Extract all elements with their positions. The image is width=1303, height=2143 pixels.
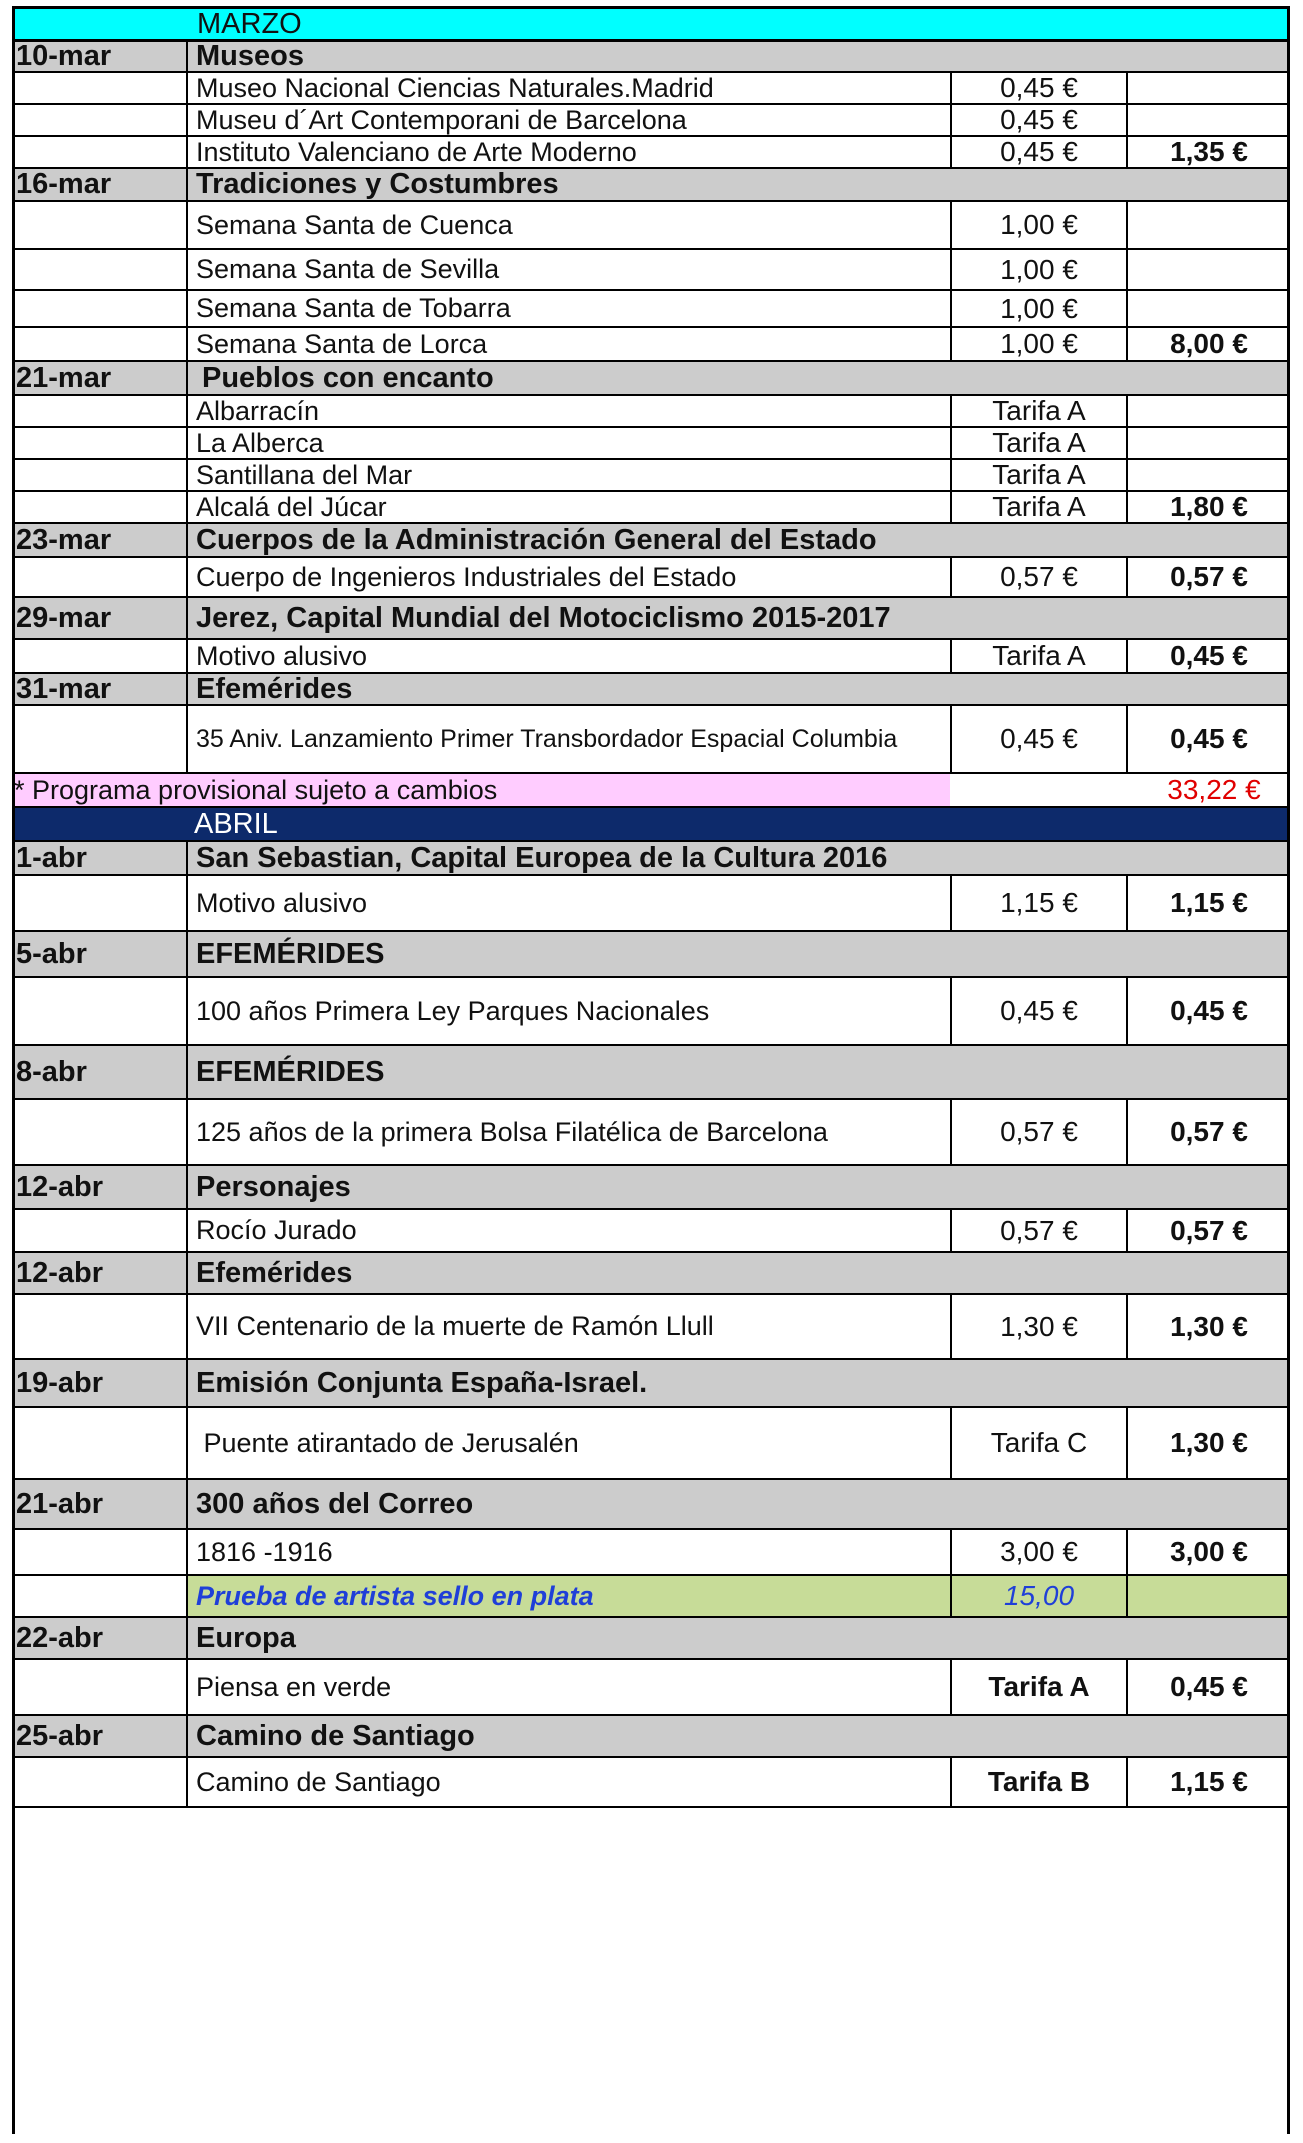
item-price: Tarifa C (950, 1408, 1126, 1478)
group-date: 22-abr (16, 1621, 104, 1654)
item-name: Piensa en verde (186, 1660, 950, 1714)
group-date: 21-mar (16, 362, 112, 394)
month-header-abril (12, 808, 1290, 842)
table-row (12, 492, 1290, 524)
table-row (12, 105, 1290, 137)
item-total (1126, 291, 1290, 326)
table-row (12, 428, 1290, 460)
group-title: Personajes (186, 1166, 950, 1208)
group-header (12, 1360, 1290, 1408)
group-header (12, 1046, 1290, 1100)
provisional-note: * Programa provisional sujeto a cambios (12, 774, 950, 806)
group-title: Efemérides (186, 674, 950, 704)
table-row (12, 396, 1290, 428)
group-header (12, 42, 1290, 73)
group-title: Cuerpos de la Administración General del Estado (186, 524, 950, 556)
table-row (12, 640, 1290, 674)
item-price: 0,45 € (950, 137, 1126, 167)
item-name: Semana Santa de Tobarra (186, 291, 950, 326)
item-price: 15,00 (950, 1576, 1126, 1616)
group-title: EFEMÉRIDES (186, 932, 950, 976)
item-name: La Alberca (186, 428, 950, 458)
item-total: 0,45 € (1126, 640, 1290, 672)
item-price: 1,30 € (950, 1295, 1126, 1358)
item-name: Rocío Jurado (186, 1210, 950, 1251)
group-date: 25-abr (16, 1719, 104, 1752)
item-name: 125 años de la primera Bolsa Filatélica de Barcelona (186, 1100, 950, 1164)
grand-total: 33,22 € (1167, 774, 1261, 805)
item-price: Tarifa A (950, 428, 1126, 458)
item-name: Semana Santa de Cuenca (186, 202, 950, 248)
table-row (12, 978, 1290, 1046)
group-title: San Sebastian, Capital Europea de la Cultura 2016 (186, 842, 950, 874)
item-price: Tarifa A (950, 492, 1126, 522)
table-row (12, 1295, 1290, 1360)
group-title: Museos (186, 42, 950, 71)
summary-row (12, 774, 1290, 808)
item-name: Semana Santa de Lorca (186, 328, 950, 360)
group-date: 5-abr (16, 937, 87, 970)
item-name: Museo Nacional Ciencias Naturales.Madrid (186, 73, 950, 103)
table-row (12, 1408, 1290, 1480)
item-name: Albarracín (186, 396, 950, 426)
item-name: Alcalá del Júcar (186, 492, 950, 522)
table-row (12, 137, 1290, 169)
group-header (12, 1166, 1290, 1210)
item-price: 0,45 € (950, 706, 1126, 772)
group-header (12, 169, 1290, 202)
group-date: 21-abr (16, 1487, 104, 1520)
table-row (12, 460, 1290, 492)
item-price: Tarifa A (950, 396, 1126, 426)
item-total (1126, 396, 1290, 426)
item-price: Tarifa A (950, 640, 1126, 672)
item-name: VII Centenario de la muerte de Ramón Llull (186, 1295, 950, 1358)
group-date: 23-mar (16, 524, 112, 556)
table-row (12, 1530, 1290, 1576)
item-price: Tarifa A (950, 460, 1126, 490)
table-row (12, 1100, 1290, 1166)
item-total (1126, 202, 1290, 248)
item-total (1126, 1576, 1290, 1616)
table-row (12, 1758, 1290, 1808)
group-date: 12-abr (16, 1170, 104, 1203)
item-total: 0,57 € (1126, 1100, 1290, 1164)
item-total: 1,30 € (1126, 1295, 1290, 1358)
item-total: 1,80 € (1126, 492, 1290, 522)
table-row-highlight (12, 1576, 1290, 1618)
group-date: 31-mar (16, 674, 112, 704)
group-header (12, 598, 1290, 640)
item-price: 0,57 € (950, 1100, 1126, 1164)
item-name: Motivo alusivo (186, 640, 950, 672)
group-date: 12-abr (16, 1256, 104, 1289)
group-title: Europa (186, 1618, 950, 1658)
group-title: Jerez, Capital Mundial del Motociclismo 2015-2017 (186, 598, 950, 638)
group-header (12, 1253, 1290, 1295)
item-total (1126, 73, 1290, 103)
item-price: 0,45 € (950, 73, 1126, 103)
table-row (12, 1660, 1290, 1716)
item-price: 1,15 € (950, 876, 1126, 930)
item-total: 1,30 € (1126, 1408, 1290, 1478)
table-row (12, 876, 1290, 932)
group-title: Emisión Conjunta España-Israel. (186, 1360, 950, 1406)
item-price: 1,00 € (950, 291, 1126, 326)
item-price: 0,57 € (950, 1210, 1126, 1251)
item-name: Camino de Santiago (186, 1758, 950, 1806)
item-name: Puente atirantado de Jerusalén (186, 1408, 950, 1478)
month-header-marzo (12, 6, 1290, 42)
table-row (12, 558, 1290, 598)
group-title: Efemérides (186, 1253, 950, 1293)
item-total: 1,15 € (1126, 876, 1290, 930)
group-date: 8-abr (16, 1055, 87, 1088)
group-date: 29-mar (16, 601, 112, 634)
item-name: Instituto Valenciano de Arte Moderno (186, 137, 950, 167)
group-title: EFEMÉRIDES (186, 1046, 950, 1098)
group-title: 300 años del Correo (186, 1480, 950, 1528)
group-date: 10-mar (16, 42, 112, 71)
item-name: 35 Aniv. Lanzamiento Primer Transbordador Espacial Columbia (186, 706, 950, 772)
item-total: 3,00 € (1126, 1530, 1290, 1574)
item-price: Tarifa B (950, 1758, 1126, 1806)
item-total: 0,45 € (1126, 1660, 1290, 1714)
item-name: Motivo alusivo (186, 876, 950, 930)
group-header (12, 362, 1290, 396)
group-date: 1-abr (16, 842, 87, 874)
group-header (12, 842, 1290, 876)
item-name: 100 años Primera Ley Parques Nacionales (186, 978, 950, 1044)
item-total: 8,00 € (1126, 328, 1290, 360)
item-price: 1,00 € (950, 202, 1126, 248)
item-total: 1,15 € (1126, 1758, 1290, 1806)
item-price: 0,45 € (950, 105, 1126, 135)
item-name: Cuerpo de Ingenieros Industriales del Estado (186, 558, 950, 596)
table-row (12, 328, 1290, 362)
month-label: MARZO (197, 9, 302, 39)
item-total: 1,35 € (1126, 137, 1290, 167)
item-price: 1,00 € (950, 328, 1126, 360)
item-total: 0,57 € (1126, 558, 1290, 596)
item-total: 0,57 € (1126, 1210, 1290, 1251)
item-total: 0,45 € (1126, 706, 1290, 772)
group-header (12, 1618, 1290, 1660)
group-header (12, 524, 1290, 558)
group-header (12, 932, 1290, 978)
group-header (12, 1480, 1290, 1530)
item-total (1126, 428, 1290, 458)
table-row (12, 706, 1290, 774)
item-price: 1,00 € (950, 250, 1126, 289)
item-price: 0,57 € (950, 558, 1126, 596)
item-price: 3,00 € (950, 1530, 1126, 1574)
group-title: Pueblos con encanto (186, 362, 950, 394)
group-date: 16-mar (16, 169, 112, 200)
item-price: 0,45 € (950, 978, 1126, 1044)
item-name: Prueba de artista sello en plata (186, 1576, 950, 1616)
group-title: Tradiciones y Costumbres (186, 169, 950, 200)
item-total (1126, 250, 1290, 289)
stamp-program-table (12, 6, 1290, 1808)
table-row (12, 250, 1290, 291)
item-price: Tarifa A (950, 1660, 1126, 1714)
month-label: ABRIL (194, 808, 278, 840)
table-row (12, 291, 1290, 328)
item-total: 0,45 € (1126, 978, 1290, 1044)
group-header (12, 1716, 1290, 1758)
group-date: 19-abr (16, 1366, 104, 1399)
table-row (12, 202, 1290, 250)
item-name: Santillana del Mar (186, 460, 950, 490)
item-total (1126, 105, 1290, 135)
group-header (12, 674, 1290, 706)
table-row (12, 73, 1290, 105)
item-name: 1816 -1916 (186, 1530, 950, 1574)
item-name: Museu d´Art Contemporani de Barcelona (186, 105, 950, 135)
item-name: Semana Santa de Sevilla (186, 250, 950, 289)
table-row (12, 1210, 1290, 1253)
group-title: Camino de Santiago (186, 1716, 950, 1756)
item-total (1126, 460, 1290, 490)
